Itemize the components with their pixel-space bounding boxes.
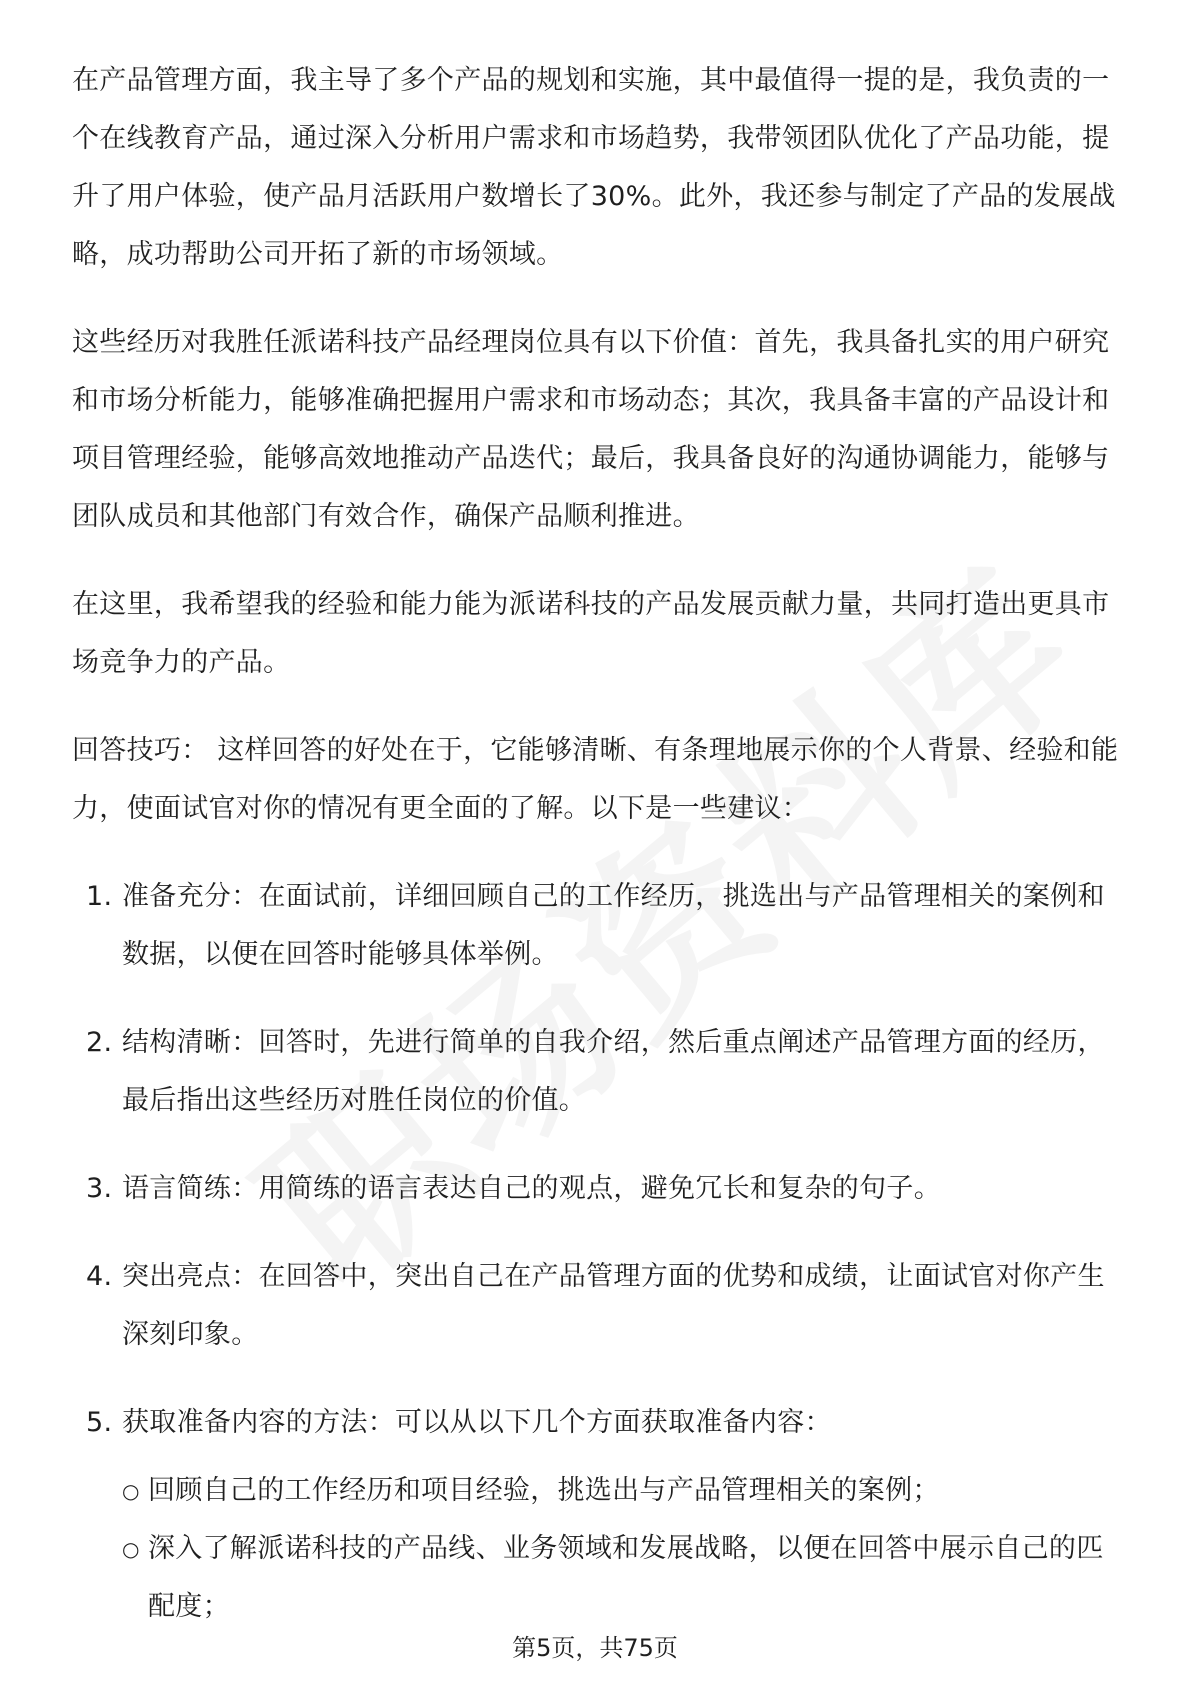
paragraph-answer-tips: 回答技巧： 这样回答的好处在于，它能够清晰、有条理地展示你的个人背景、经验和能力，使面试官对你的情况有更全面的了解。以下是一些建议：: [72, 735, 1119, 824]
tips-list: [72, 868, 1122, 1636]
sub-list: [122, 1462, 1122, 1636]
list-number: 4.: [86, 1261, 113, 1292]
circle-bullet-icon: ○: [122, 1479, 140, 1503]
list-number: 1.: [86, 881, 113, 912]
list-number: 5.: [86, 1407, 113, 1438]
sub-list-item-text: 回顾自己的工作经历和项目经验，挑选出与产品管理相关的案例；: [148, 1475, 940, 1506]
list-item: [72, 1160, 1122, 1218]
list-item-text: 突出亮点：在回答中，突出自己在产品管理方面的优势和成绩，让面试官对你产生深刻印象。: [122, 1261, 1105, 1350]
paragraph-contribution: 在这里，我希望我的经验和能力能为派诺科技的产品发展贡献力量，共同打造出更具市场竞争力的产品。: [72, 589, 1110, 678]
document-body: [72, 52, 1122, 1636]
list-item: [72, 1394, 1122, 1636]
list-item-text: 结构清晰：回答时，先进行简单的自我介绍，然后重点阐述产品管理方面的经历，最后指出这些经历对胜任岗位的价值。: [122, 1027, 1105, 1116]
sub-list-item: [122, 1462, 1122, 1520]
sub-list-item-text: 深入了解派诺科技的产品线、业务领域和发展战略，以便在回答中展示自己的匹配度；: [148, 1533, 1104, 1622]
circle-bullet-icon: ○: [122, 1537, 140, 1561]
list-item: [72, 1014, 1122, 1130]
list-number: 2.: [86, 1027, 113, 1058]
list-item: [72, 868, 1122, 984]
paragraph-product-management: 在产品管理方面，我主导了多个产品的规划和实施，其中最值得一提的是，我负责的一个在线教育产品，通过深入分析用户需求和市场趋势，我带领团队优化了产品功能，提升了用户体验，使产品月活跃用户数增长了30%。此外，我还参与制定了产品的发展战略，成功帮助公司开拓了新的市场领域。: [72, 65, 1116, 270]
list-item-text: 准备充分：在面试前，详细回顾自己的工作经历，挑选出与产品管理相关的案例和数据，以便在回答时能够具体举例。: [122, 881, 1105, 970]
page-footer: 第5页，共75页: [512, 1634, 678, 1662]
list-number: 3.: [86, 1173, 113, 1204]
list-item-text: 语言简练：用简练的语言表达自己的观点，避免冗长和复杂的句子。: [122, 1173, 941, 1204]
sub-list-item: [122, 1520, 1122, 1636]
paragraph-value: 这些经历对我胜任派诺科技产品经理岗位具有以下价值：首先，我具备扎实的用户研究和市场分析能力，能够准确把握用户需求和市场动态；其次，我具备丰富的产品设计和项目管理经验，能够高效地推动产品迭代；最后，我具备良好的沟通协调能力，能够与团队成员和其他部门有效合作，确保产品顺利推进。: [72, 327, 1110, 532]
list-item-text: 获取准备内容的方法：可以从以下几个方面获取准备内容：: [122, 1407, 832, 1438]
list-item: [72, 1248, 1122, 1364]
